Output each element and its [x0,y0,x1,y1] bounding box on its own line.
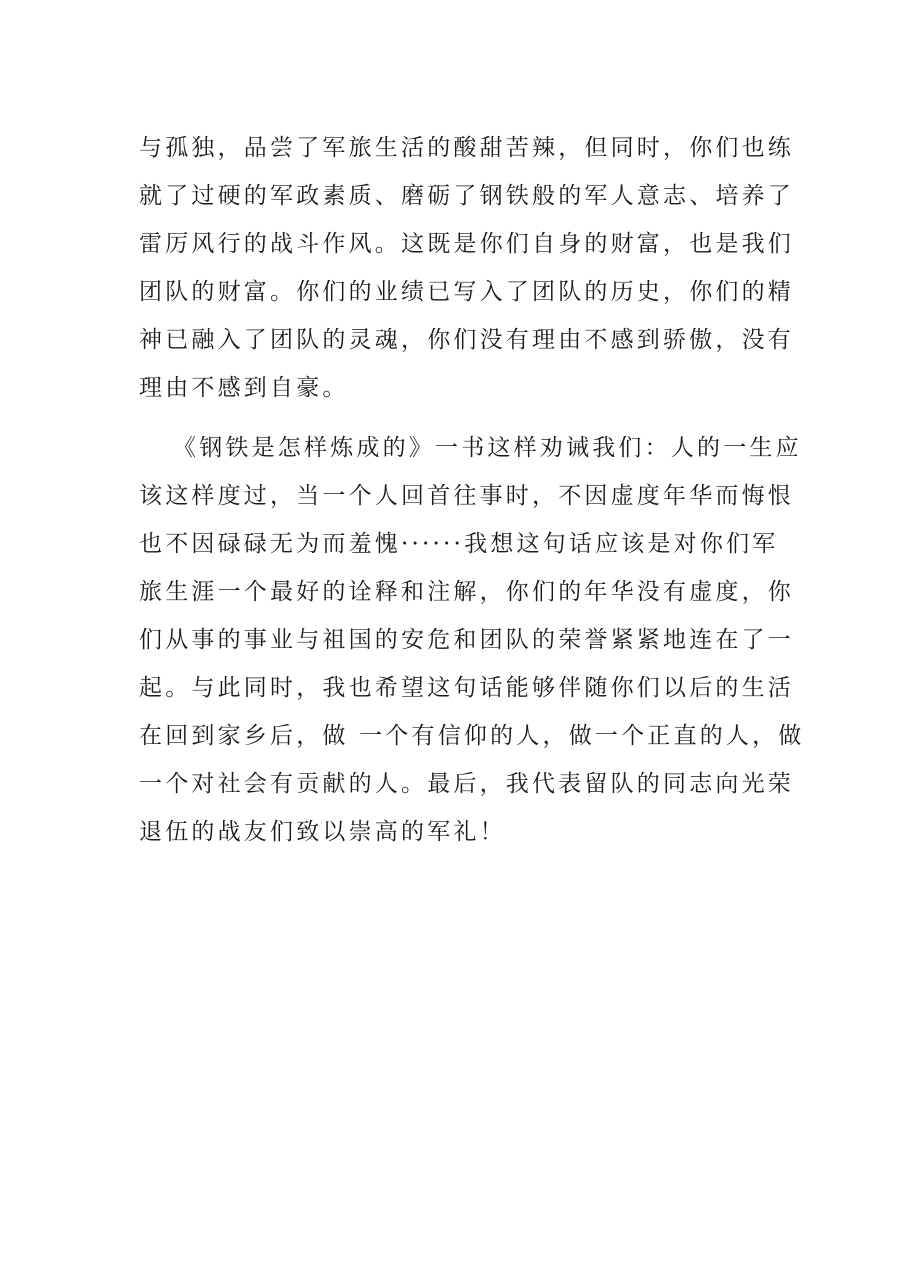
text-line: 该这样度过，当一个人回首往事时，不因虚度年华而悔恨 [139,483,794,509]
text-line: 团队的财富。你们的业绩已写入了团队的历史，你们的精 [139,279,794,305]
paragraph-1 [139,124,794,412]
text-line: 在回到家乡后，做 一个有信仰的人，做一个正直的人，做 [139,723,805,749]
text-line: 理由不感到自豪。 [139,375,349,401]
text-line: 神已融入了团队的灵魂，你们没有理由不感到骄傲，没有 [139,327,794,353]
paragraph-2 [139,424,805,856]
text-line: 也不因碌碌无为而羞愧······我想这句话应该是对你们军 [139,531,779,557]
text-line: 退伍的战友们致以崇高的军礼！ [139,819,506,845]
text-line: 《钢铁是怎样炼成的》一书这样劝诫我们：人的一生应 [173,435,802,461]
paragraph-spacer [139,412,779,424]
text-line: 起。与此同时，我也希望这句话能够伴随你们以后的生活 [139,675,794,701]
text-line: 就了过硬的军政素质、磨砺了钢铁般的军人意志、培养了 [139,183,794,209]
text-line: 旅生涯一个最好的诠释和注解，你们的年华没有虚度，你 [139,579,794,605]
text-line: 们从事的事业与祖国的安危和团队的荣誉紧紧地连在了一 [139,627,794,653]
text-line: 一个对社会有贡献的人。最后，我代表留队的同志向光荣 [139,771,794,797]
document-body [139,124,805,856]
text-line: 与孤独，品尝了军旅生活的酸甜苦辣，但同时，你们也练 [139,135,794,161]
text-line: 雷厉风行的战斗作风。这既是你们自身的财富，也是我们 [139,231,794,257]
